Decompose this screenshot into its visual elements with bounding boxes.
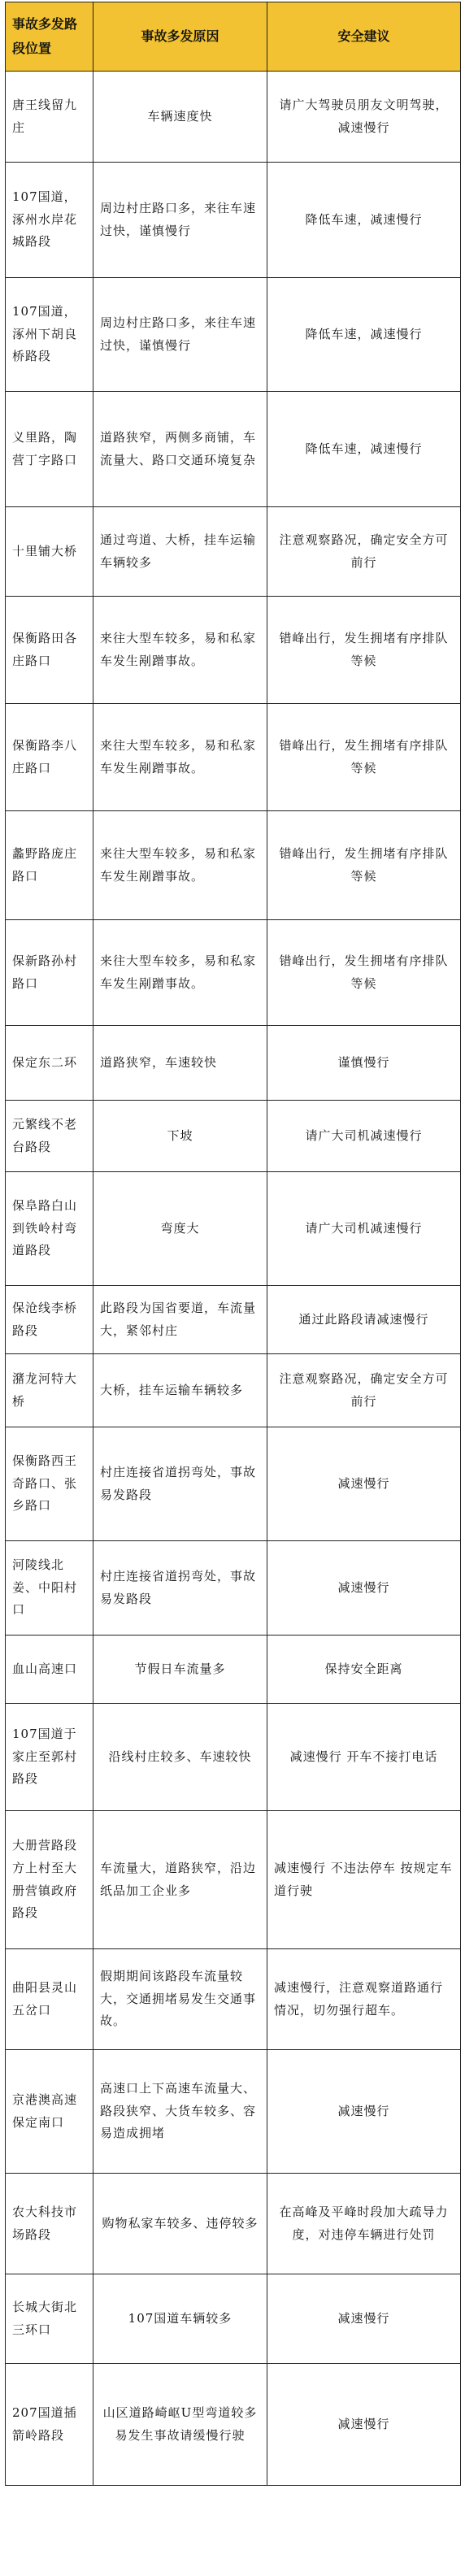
advice-cell: 谨慎慢行 xyxy=(267,1026,461,1101)
cause-cell: 通过弯道、大桥，挂车运输车辆较多 xyxy=(93,507,267,597)
table-row xyxy=(6,1172,461,1286)
location-cell: 义里路，陶营丁字路口 xyxy=(6,392,93,507)
location-cell: 保阜路白山到铁岭村弯道路段 xyxy=(6,1172,93,1286)
table-row xyxy=(6,1286,461,1354)
header-cause: 事故多发原因 xyxy=(93,2,267,72)
cause-cell: 村庄连接省道拐弯处，事故易发路段 xyxy=(93,1541,267,1636)
advice-cell: 在高峰及平峰时段加大疏导力度，对违停车辆进行处罚 xyxy=(267,2174,461,2274)
location-cell: 血山高速口 xyxy=(6,1636,93,1704)
advice-cell: 降低车速，减速慢行 xyxy=(267,392,461,507)
location-cell: 保新路孙村路口 xyxy=(6,920,93,1026)
table-row xyxy=(6,1811,461,1949)
cause-cell: 车流量大，道路狭窄，沿边纸品加工企业多 xyxy=(93,1811,267,1949)
cause-cell: 购物私家车较多、违停较多 xyxy=(93,2174,267,2274)
table-row xyxy=(6,2174,461,2274)
location-cell: 保衡路李八庄路口 xyxy=(6,704,93,811)
advice-cell: 请广大司机减速慢行 xyxy=(267,1172,461,1286)
advice-cell: 通过此路段请减速慢行 xyxy=(267,1286,461,1354)
location-cell: 潴龙河特大桥 xyxy=(6,1354,93,1427)
cause-cell: 周边村庄路口多，来往车速过快，谨慎慢行 xyxy=(93,278,267,392)
location-cell: 保衡路西王奇路口、张乡路口 xyxy=(6,1427,93,1541)
advice-cell: 错峰出行，发生拥堵有序排队等候 xyxy=(267,597,461,704)
cause-cell: 下坡 xyxy=(93,1101,267,1172)
table-row xyxy=(6,1101,461,1172)
advice-cell: 减速慢行 xyxy=(267,2050,461,2174)
table-row xyxy=(6,2050,461,2174)
location-cell: 十里铺大桥 xyxy=(6,507,93,597)
table-row xyxy=(6,2274,461,2364)
table-row xyxy=(6,1354,461,1427)
advice-cell: 注意观察路况，确定安全方可前行 xyxy=(267,507,461,597)
location-cell: 207国道插箭岭路段 xyxy=(6,2364,93,2486)
location-cell: 107国道，涿州下胡良桥路段 xyxy=(6,278,93,392)
advice-cell: 减速慢行 开车不接打电话 xyxy=(267,1704,461,1811)
cause-cell: 大桥，挂车运输车辆较多 xyxy=(93,1354,267,1427)
location-cell: 曲阳县灵山五岔口 xyxy=(6,1949,93,2050)
cause-cell: 沿线村庄较多、车速较快 xyxy=(93,1704,267,1811)
table-row xyxy=(6,507,461,597)
cause-cell: 来往大型车较多，易和私家车发生剐蹭事故。 xyxy=(93,811,267,920)
location-cell: 107国道于家庄至郭村路段 xyxy=(6,1704,93,1811)
location-cell: 农大科技市场路段 xyxy=(6,2174,93,2274)
advice-cell: 减速慢行 xyxy=(267,1541,461,1636)
table-row xyxy=(6,1541,461,1636)
cause-cell: 107国道车辆较多 xyxy=(93,2274,267,2364)
cause-cell: 周边村庄路口多，来往车速过快，谨慎慢行 xyxy=(93,163,267,278)
advice-cell: 保持安全距离 xyxy=(267,1636,461,1704)
cause-cell: 山区道路崎岖U型弯道较多易发生事故请缓慢行驶 xyxy=(93,2364,267,2486)
location-cell: 蠡野路庞庄路口 xyxy=(6,811,93,920)
advice-cell: 减速慢行 xyxy=(267,2364,461,2486)
advice-cell: 减速慢行 xyxy=(267,2274,461,2364)
location-cell: 长城大街北三环口 xyxy=(6,2274,93,2364)
table-row xyxy=(6,704,461,811)
advice-cell: 错峰出行，发生拥堵有序排队等候 xyxy=(267,704,461,811)
table-row xyxy=(6,278,461,392)
header-row xyxy=(6,2,461,72)
cause-cell: 来往大型车较多，易和私家车发生剐蹭事故。 xyxy=(93,920,267,1026)
table-row xyxy=(6,392,461,507)
advice-cell: 请广大驾驶员朋友文明驾驶，减速慢行 xyxy=(267,72,461,163)
accident-table xyxy=(5,2,461,2486)
cause-cell: 道路狭窄，车速较快 xyxy=(93,1026,267,1101)
location-cell: 保定东二环 xyxy=(6,1026,93,1101)
cause-cell: 车辆速度快 xyxy=(93,72,267,163)
cause-cell: 此路段为国省要道，车流量大，紧邻村庄 xyxy=(93,1286,267,1354)
table-row xyxy=(6,1704,461,1811)
cause-cell: 村庄连接省道拐弯处，事故易发路段 xyxy=(93,1427,267,1541)
advice-cell: 降低车速，减速慢行 xyxy=(267,163,461,278)
location-cell: 唐王线留九庄 xyxy=(6,72,93,163)
table-row xyxy=(6,1026,461,1101)
location-cell: 大册营路段方上村至大册营镇政府路段 xyxy=(6,1811,93,1949)
cause-cell: 高速口上下高速车流量大、路段狭窄、大货车较多、容易造成拥堵 xyxy=(93,2050,267,2174)
location-cell: 保沧线李桥路段 xyxy=(6,1286,93,1354)
advice-cell: 错峰出行，发生拥堵有序排队等候 xyxy=(267,920,461,1026)
table-row xyxy=(6,72,461,163)
cause-cell: 弯度大 xyxy=(93,1172,267,1286)
location-cell: 107国道，涿州水岸花城路段 xyxy=(6,163,93,278)
header-advice: 安全建议 xyxy=(267,2,461,72)
table-row xyxy=(6,1949,461,2050)
advice-cell: 请广大司机减速慢行 xyxy=(267,1101,461,1172)
table-row xyxy=(6,1636,461,1704)
table-row xyxy=(6,1427,461,1541)
table-row xyxy=(6,597,461,704)
header-location: 事故多发路段位置 xyxy=(6,2,93,72)
table-row xyxy=(6,920,461,1026)
cause-cell: 节假日车流量多 xyxy=(93,1636,267,1704)
table-row xyxy=(6,163,461,278)
advice-cell: 减速慢行 xyxy=(267,1427,461,1541)
advice-cell: 降低车速，减速慢行 xyxy=(267,278,461,392)
cause-cell: 来往大型车较多，易和私家车发生剐蹭事故。 xyxy=(93,597,267,704)
table-row xyxy=(6,811,461,920)
location-cell: 保衡路田各庄路口 xyxy=(6,597,93,704)
cause-cell: 假期期间该路段车流量较大，交通拥堵易发生交通事故。 xyxy=(93,1949,267,2050)
cause-cell: 道路狭窄，两侧多商铺，车流量大、路口交通环境复杂 xyxy=(93,392,267,507)
location-cell: 河陵线北姜、中阳村口 xyxy=(6,1541,93,1636)
advice-cell: 减速慢行，注意观察道路通行情况，切勿强行超车。 xyxy=(267,1949,461,2050)
advice-cell: 减速慢行 不违法停车 按规定车道行驶 xyxy=(267,1811,461,1949)
table-row xyxy=(6,2364,461,2486)
advice-cell: 注意观察路况，确定安全方可前行 xyxy=(267,1354,461,1427)
advice-cell: 错峰出行，发生拥堵有序排队等候 xyxy=(267,811,461,920)
location-cell: 京港澳高速保定南口 xyxy=(6,2050,93,2174)
location-cell: 元繁线不老台路段 xyxy=(6,1101,93,1172)
cause-cell: 来往大型车较多，易和私家车发生剐蹭事故。 xyxy=(93,704,267,811)
